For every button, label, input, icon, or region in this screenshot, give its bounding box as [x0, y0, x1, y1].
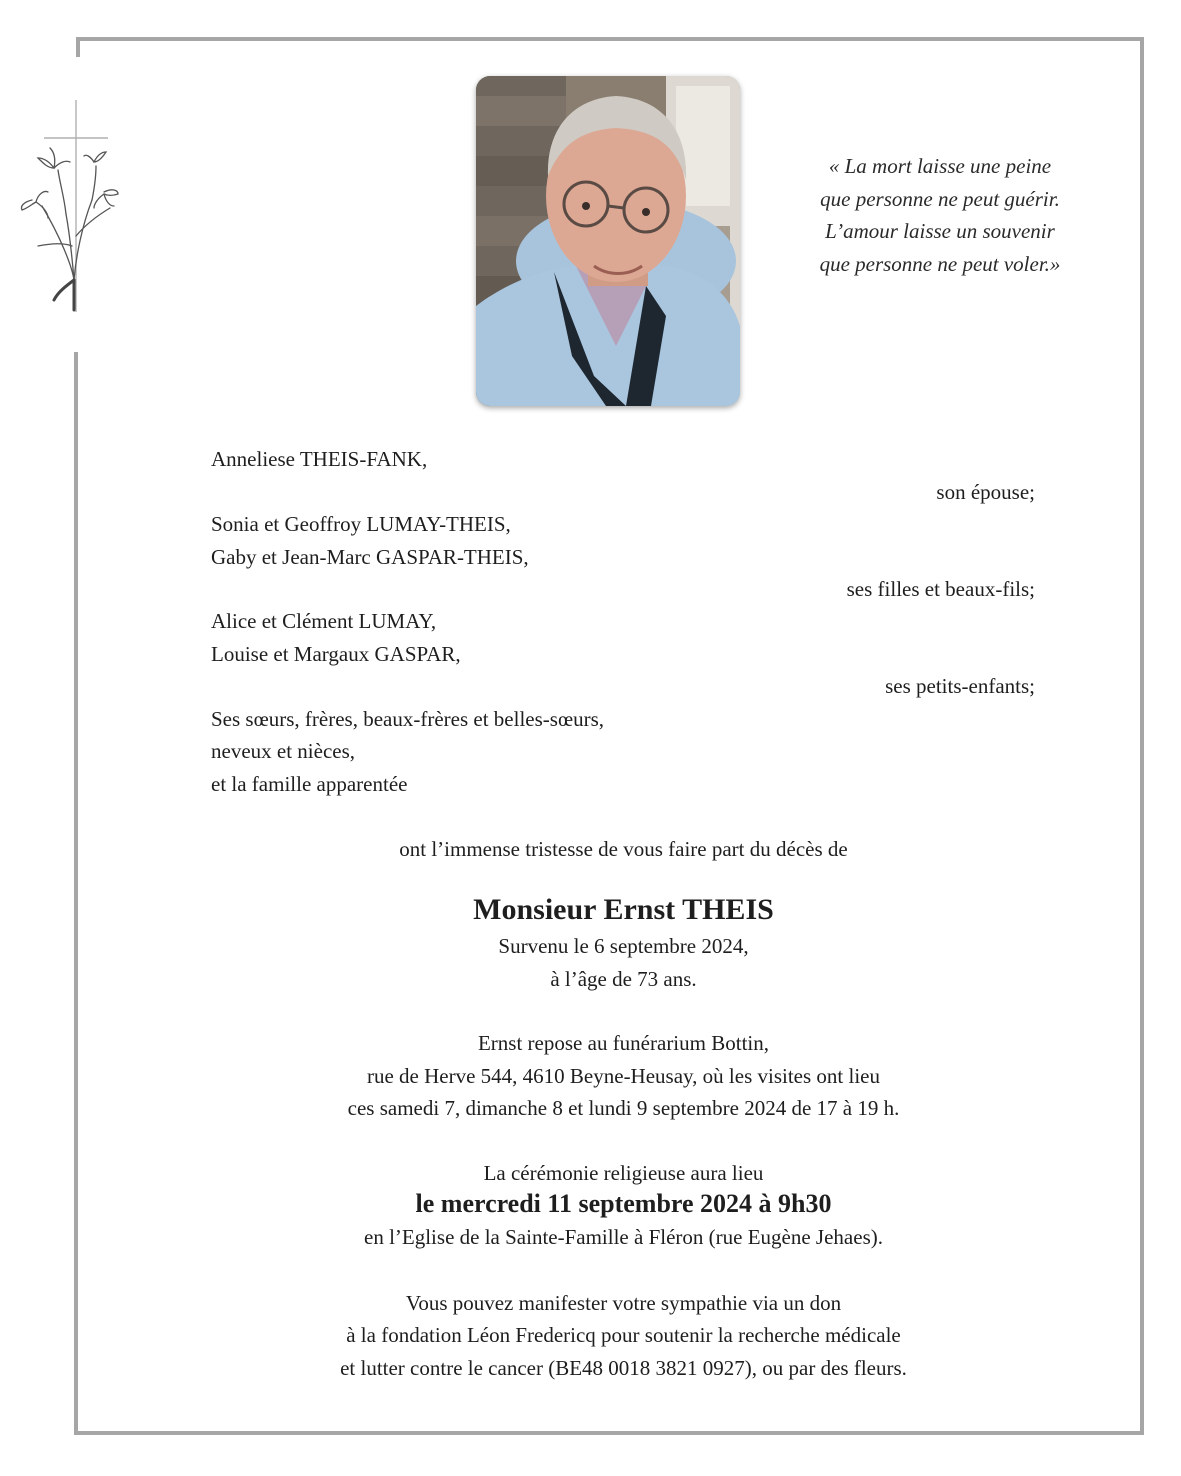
donation-line: Vous pouvez manifester votre sympathie via un don [405, 1291, 842, 1315]
frame-right-border [1140, 37, 1144, 1435]
family-relation: ses filles et beaux-fils; [846, 577, 1035, 601]
donation-line: à la fondation Léon Fredericq pour soutenir la recherche médicale [346, 1323, 901, 1347]
quote-line: que personne ne peut guérir. [820, 186, 1060, 211]
family-relation: ses petits-enfants; [885, 674, 1035, 698]
family-name: et la famille apparentée [211, 772, 408, 796]
family-name: Ses sœurs, frères, beaux-frères et belles-sœurs, [211, 707, 605, 731]
announcement-text: ont l’immense tristesse de vous faire part du décès de [399, 837, 848, 861]
family-relation: son épouse; [936, 480, 1035, 504]
family-name: Gaby et Jean-Marc GASPAR-THEIS, [211, 545, 529, 569]
rest-line: rue de Herve 544, 4610 Beyne-Heusay, où les visites ont lieu [366, 1064, 880, 1088]
ceremony-place: en l’Eglise de la Sainte-Famille à Fléron (rue Eugène Jehaes). [364, 1225, 883, 1249]
quote-line: que personne ne peut voler.» [819, 251, 1061, 276]
ceremony-date: le mercredi 11 septembre 2024 à 9h30 [415, 1189, 832, 1218]
ceremony-intro: La cérémonie religieuse aura lieu [483, 1161, 764, 1185]
family-name: Alice et Clément LUMAY, [211, 609, 437, 633]
deceased-name: Monsieur Ernst THEIS [473, 893, 774, 926]
family-name: Anneliese THEIS-FANK, [211, 447, 428, 471]
age-at-death: à l’âge de 73 ans. [550, 967, 697, 991]
rest-line: ces samedi 7, dimanche 8 et lundi 9 septembre 2024 de 17 à 19 h. [347, 1096, 900, 1120]
cross-with-lilies-icon [14, 96, 124, 316]
rest-line: Ernst repose au funérarium Bottin, [477, 1031, 769, 1055]
death-date: Survenu le 6 septembre 2024, [498, 934, 749, 958]
frame-left-border-top [76, 37, 80, 57]
family-name: Louise et Margaux GASPAR, [211, 642, 461, 666]
portrait-photo [476, 76, 740, 406]
quote-line: L’amour laisse un souvenir [825, 219, 1055, 243]
donation-line: et lutter contre le cancer (BE48 0018 3821 0927), ou par des fleurs. [340, 1356, 907, 1380]
quote-line: « La mort laisse une peine [828, 154, 1052, 178]
memorial-quote [790, 150, 1090, 280]
family-name: Sonia et Geoffroy LUMAY-THEIS, [211, 512, 511, 536]
family-name: neveux et nièces, [211, 739, 356, 763]
frame-bottom-border [74, 1431, 1144, 1435]
frame-top-border [76, 37, 1144, 41]
frame-left-border-bottom [74, 352, 78, 1435]
